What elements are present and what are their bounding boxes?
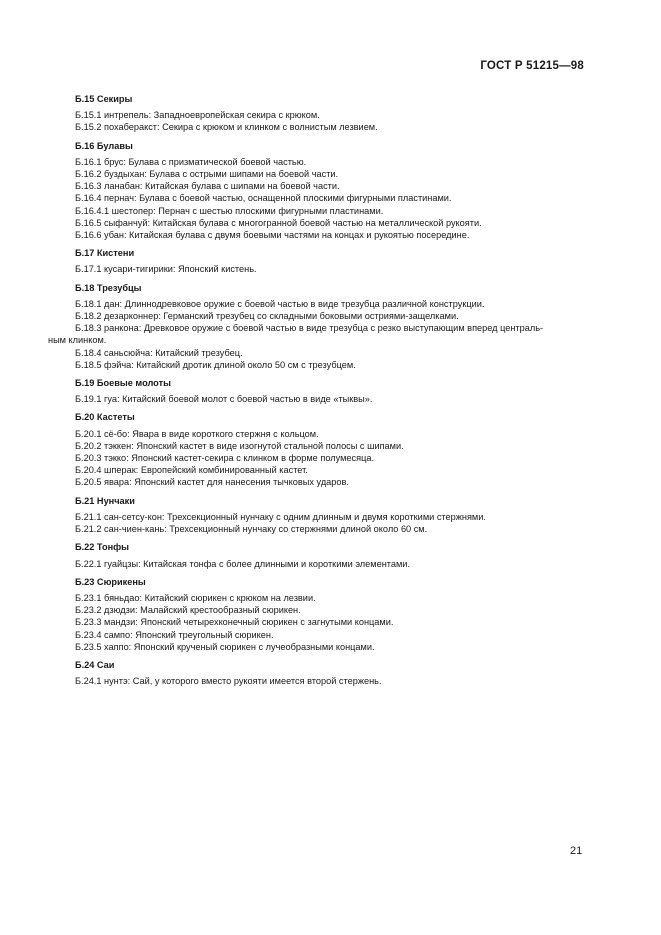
section-heading: Б.19 Боевые молоты xyxy=(75,378,171,389)
list-item: Б.20.4 шперак: Европейский комбинированный кастет. xyxy=(75,465,308,476)
section-b18 xyxy=(48,282,608,371)
list-item: Б.24.1 нунтэ: Сай, у которого вместо рукояти имеется второй стержень. xyxy=(75,676,382,687)
section-heading: Б.16 Булавы xyxy=(75,140,133,151)
section-heading: Б.17 Кистени xyxy=(75,248,135,259)
section-heading: Б.18 Трезубцы xyxy=(75,282,142,293)
list-item: Б.15.2 похаберакст: Секира с крюком и клинком с волнистым лезвием. xyxy=(75,122,378,133)
document-code: ГОСТ Р 51215—98 xyxy=(480,60,584,72)
list-item: Б.18.4 саньсюйча: Китайский трезубец. xyxy=(75,347,243,358)
section-heading: Б.22 Тонфы xyxy=(75,542,130,553)
section-heading: Б.20 Кастеты xyxy=(75,412,135,423)
list-item: Б.16.2 буздыхан: Булава с острыми шипами на боевой части. xyxy=(75,169,339,180)
section-b19 xyxy=(48,377,608,405)
section-b24 xyxy=(48,659,608,687)
list-item: Б.17.1 кусари-тигирики: Японский кистень. xyxy=(75,264,257,275)
list-item: Б.16.5 сыфанчуй: Китайская булава с многогранной боевой частью на металлической рукояти. xyxy=(75,217,482,228)
list-item: Б.18.2 дезарконнер: Германский трезубец со складными боковыми остриями-защелками. xyxy=(75,311,459,322)
list-item: Б.23.2 дзюдзи: Малайский крестообразный сюрикен. xyxy=(75,605,301,616)
list-item: Б.23.4 сампо: Японский треугольный сюрикен. xyxy=(75,629,274,640)
list-item: Б.20.1 сё-бо: Явара в виде короткого стержня с кольцом. xyxy=(75,428,319,439)
list-item: Б.20.2 тэккен: Японский кастет в виде изогнутой стальной полосы с шипами. xyxy=(75,440,404,451)
section-b15 xyxy=(48,93,608,134)
list-item: Б.16.4.1 шестопер: Пернач с шестью плоскими фигурными пластинами. xyxy=(75,205,384,216)
list-item: Б.16.6 убан: Китайская булава с двумя боевыми частями на концах и рукоятью посередине. xyxy=(75,230,470,241)
section-b20 xyxy=(48,411,608,488)
list-item-continuation: ным клинком. xyxy=(48,335,107,346)
section-b21 xyxy=(48,495,608,536)
list-item: Б.16.1 брус: Булава с призматической боевой частью. xyxy=(75,156,307,167)
list-item: Б.23.5 хаппо: Японский крученый сюрикен с лучеобразными концами. xyxy=(75,641,375,652)
list-item: Б.18.5 фэйча: Китайский дротик длиной около 50 см с трезубцем. xyxy=(75,359,356,370)
section-b17 xyxy=(48,247,608,275)
section-heading: Б.21 Нунчаки xyxy=(75,495,135,506)
section-heading: Б.15 Секиры xyxy=(75,94,133,104)
list-item: Б.23.3 мандзи: Японский четырехконечный сюрикен с загнутыми концами. xyxy=(75,617,394,628)
list-item: Б.20.5 явара: Японский кастет для нанесения тычковых ударов. xyxy=(75,477,349,488)
list-item: Б.18.1 дан: Длиннодревковое оружие с боевой частью в виде трезубца различной конструкции. xyxy=(75,298,485,309)
page-number: 21 xyxy=(570,845,583,857)
list-item: Б.21.1 сан-сетсу-кон: Трехсекционный нунчаку с одним длинным и двумя короткими стержнями. xyxy=(75,511,486,522)
list-item: Б.21.2 сан-чиен-кань: Трехсекционный нунчаку со стержнями длиной около 60 см. xyxy=(75,524,428,535)
list-item: Б.20.3 тэкко: Японский кастет-секира с клинком в форме полумесяца. xyxy=(75,453,375,464)
section-b16 xyxy=(48,140,608,242)
section-b23 xyxy=(48,576,608,653)
section-heading: Б.24 Саи xyxy=(75,659,115,670)
section-heading: Б.23 Сюрикены xyxy=(75,576,146,587)
list-item: Б.19.1 гуа: Китайский боевой молот с боевой частью в виде «тыквы». xyxy=(75,394,373,405)
section-b22 xyxy=(48,541,608,569)
list-item: Б.15.1 интрепель: Западноевропейская секира с крюком. xyxy=(75,110,320,121)
list-item: Б.22.1 гуайцзы: Китайская тонфа с более длинными и короткими элементами. xyxy=(75,558,410,569)
document-body xyxy=(48,93,608,693)
list-item: Б.16.4 пернач: Булава с боевой частью, оснащенной плоскими фигурными пластинами. xyxy=(75,193,452,204)
list-item: Б.18.3 ранкона: Древковое оружие с боевой частью в виде трезубца с резко выступающим вперед централь- xyxy=(75,323,544,334)
list-item: Б.16.3 ланабан: Китайская булава с шипами на боевой части. xyxy=(75,181,340,192)
list-item: Б.23.1 бяньдао: Китайский сюрикен с крюком на лезвии. xyxy=(75,592,316,603)
